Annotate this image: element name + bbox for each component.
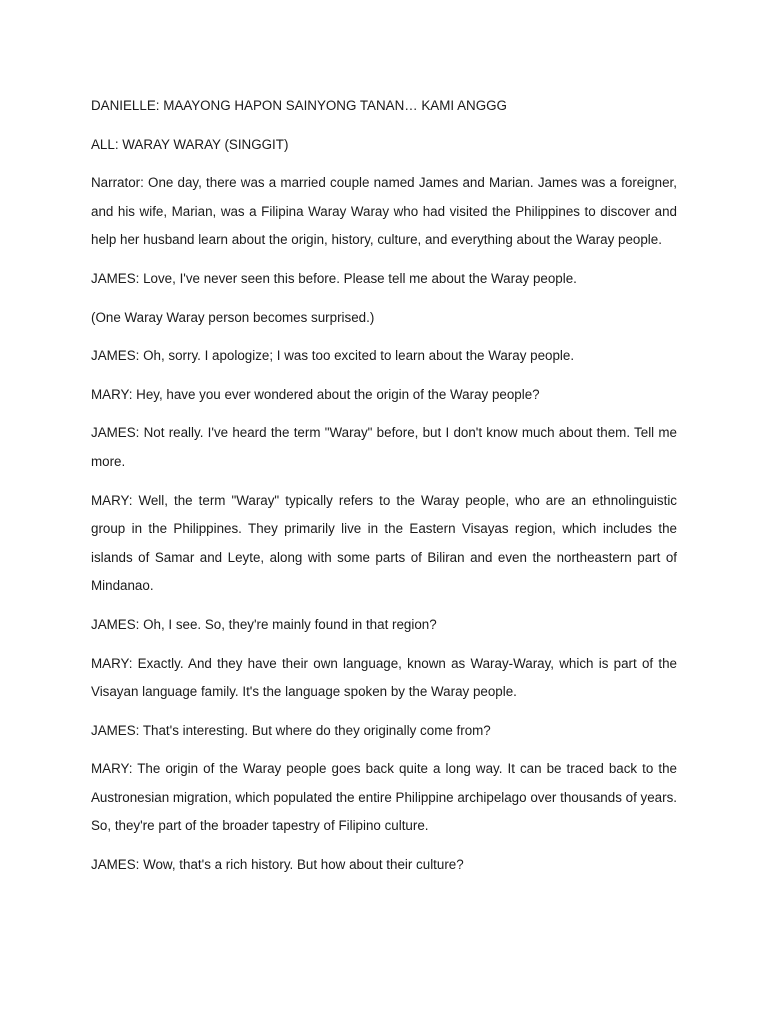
- dialogue-paragraph: JAMES: Love, I've never seen this before. Please tell me about the Waray people.: [91, 270, 577, 286]
- heading-line: DANIELLE: MAAYONG HAPON SAINYONG TANAN… KAMI ANGGG: [91, 98, 507, 113]
- dialogue-paragraph: MARY: Well, the term "Waray" typically refers to the Waray people, who are an ethnolinguistic group in the Philippines. They primarily live in the Eastern Visayas region, which includes the islands of Samar and Leyte, along with some parts of Biliran and even the northeastern part of Mindanao.: [91, 492, 677, 594]
- heading-line: ALL: WARAY WARAY (SINGGIT): [91, 136, 289, 152]
- dialogue-paragraph: JAMES: Wow, that's a rich history. But how about their culture?: [91, 857, 464, 873]
- stage-direction: (One Waray Waray person becomes surprised.): [91, 309, 375, 325]
- dialogue-paragraph: MARY: Hey, have you ever wondered about the origin of the Waray people?: [91, 386, 540, 402]
- dialogue-paragraph: MARY: The origin of the Waray people goes back quite a long way. It can be traced back to the Austronesian migration, which populated the entire Philippine archipelago over thousands of years. So, they're part of the broader tapestry of Filipino culture.: [91, 761, 677, 834]
- narrator-paragraph: Narrator: One day, there was a married couple named James and Marian. James was a foreigner, and his wife, Marian, was a Filipina Waray Waray who had visited the Philippines to discover and help her husband learn about the origin, history, culture, and everything about the Waray people.: [91, 175, 677, 248]
- dialogue-paragraph: JAMES: Oh, sorry. I apologize; I was too excited to learn about the Waray people.: [91, 348, 575, 364]
- dialogue-paragraph: MARY: Exactly. And they have their own language, known as Waray-Waray, which is part of the Visayan language family. It's the language spoken by the Waray people.: [91, 655, 677, 700]
- dialogue-paragraph: JAMES: That's interesting. But where do they originally come from?: [91, 722, 491, 738]
- dialogue-paragraph: JAMES: Oh, I see. So, they're mainly found in that region?: [91, 616, 437, 632]
- dialogue-paragraph: JAMES: Not really. I've heard the term "Waray" before, but I don't know much about them. Tell me more.: [91, 425, 677, 469]
- document-body: [91, 92, 677, 890]
